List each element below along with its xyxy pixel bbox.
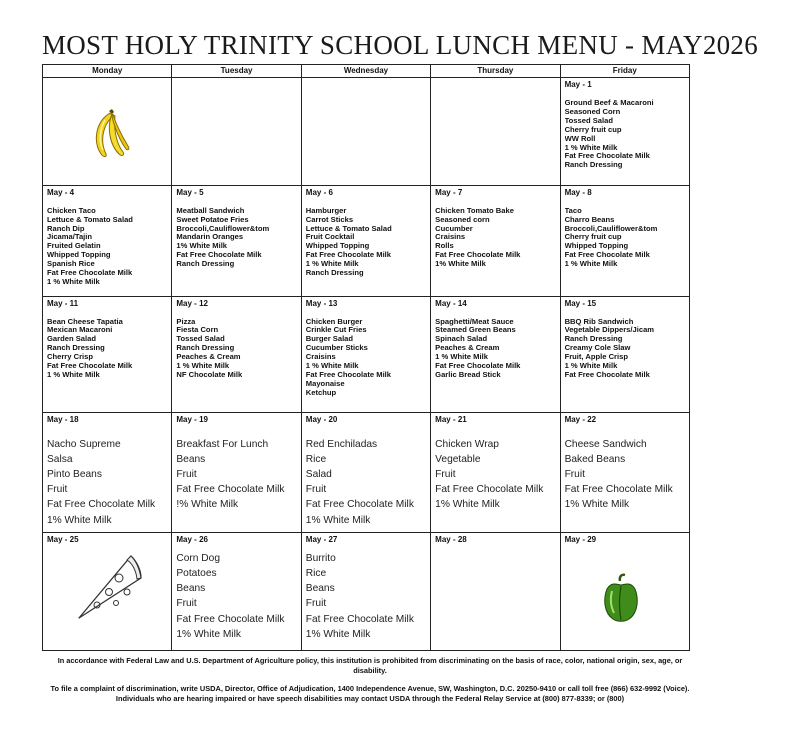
menu-date: May - 4: [47, 187, 75, 197]
week-row: [43, 296, 690, 412]
menu-item: Meatball Sandwich: [176, 206, 245, 215]
menu-item: Steamed Green Beans: [435, 326, 516, 335]
menu-item: Breakfast For Lunch: [176, 438, 269, 450]
menu-item: Cucumber Sticks: [305, 344, 368, 353]
menu-item: 1 % White Milk: [564, 260, 618, 269]
menu-item: Whipped Topping: [305, 242, 370, 251]
menu-item: Ranch Dressing: [564, 161, 623, 170]
day-cell-thursday: [431, 185, 560, 296]
menu-item: Seasoned Corn: [564, 107, 621, 116]
menu-item: BBQ Rib Sandwich: [564, 317, 634, 326]
day-cell-tuesday: [172, 412, 301, 532]
menu-item-list: [561, 90, 689, 170]
menu-item: 1 % White Milk: [564, 362, 618, 371]
menu-item: Cucumber: [435, 224, 473, 233]
menu-item: Tossed Salad: [176, 335, 225, 344]
day-cell-thursday: [431, 412, 560, 532]
pizza-slice-picture: [69, 548, 145, 629]
menu-item: 1% White Milk: [305, 514, 371, 526]
menu-item: Rolls: [435, 242, 454, 251]
menu-item-list: [561, 309, 689, 380]
menu-item-list: [431, 425, 559, 513]
menu-item: Fat Free Chocolate Milk: [564, 370, 650, 379]
menu-item-list: [302, 309, 430, 398]
menu-item: Carrot Sticks: [305, 215, 354, 224]
day-cell-wednesday: [301, 296, 430, 412]
menu-item: Fat Free Chocolate Milk: [564, 251, 650, 260]
menu-item: Fruit: [435, 468, 456, 480]
day-cell-thursday: [431, 532, 560, 650]
menu-item: 1% White Milk: [564, 499, 630, 511]
day-header-row: [43, 65, 690, 78]
menu-item: Beans: [305, 583, 335, 595]
menu-date: May - 19: [176, 414, 208, 424]
menu-item: Garlic Bread Stick: [435, 370, 501, 379]
day-header-thursday: Thursday: [431, 65, 560, 78]
menu-date: May - 11: [47, 298, 79, 308]
day-cell-monday: [43, 296, 172, 412]
banana-icon: [87, 108, 131, 160]
menu-item: Chicken Tomato Bake: [435, 206, 514, 215]
menu-item: Burrito: [305, 552, 336, 564]
menu-date: May - 18: [47, 414, 79, 424]
menu-item: Fat Free Chocolate Milk: [305, 251, 392, 260]
day-cell-wednesday: [301, 78, 430, 186]
day-cell-tuesday: [172, 78, 301, 186]
menu-item: WW Roll: [564, 134, 596, 143]
menu-item: Beans: [176, 583, 206, 595]
menu-item-list: [43, 425, 171, 528]
nondiscrimination-statement: In accordance with Federal Law and U.S. Department of Agriculture policy, this institution is prohibited from discriminating on the basis of race, color, national origin, sex, age, or disability.: [57, 656, 683, 675]
menu-item: Fat Free Chocolate Milk: [305, 370, 392, 379]
menu-item: Ground Beef & Macaroni: [564, 99, 654, 107]
menu-date: May - 28: [435, 534, 467, 544]
menu-date: May - 13: [305, 298, 338, 308]
menu-item: Fat Free Chocolate Milk: [435, 362, 521, 371]
menu-item: 1% White Milk: [176, 628, 241, 640]
day-cell-monday: [43, 412, 172, 532]
menu-date: May - 21: [435, 414, 467, 424]
menu-item: Whipped Topping: [564, 242, 629, 251]
menu-item: Cherry fruit cup: [564, 125, 622, 134]
menu-item: Vegetable: [435, 453, 481, 465]
menu-calendar-table: [42, 64, 690, 651]
menu-date: May - 29: [564, 534, 597, 544]
menu-item: 1% White Milk: [435, 499, 500, 511]
menu-item: Peaches & Cream: [176, 353, 241, 362]
menu-item: 1 % White Milk: [305, 362, 359, 371]
menu-item: Fat Free Chocolate Milk: [564, 484, 673, 496]
menu-item: Ranch Dressing: [305, 269, 364, 278]
menu-item-list: [43, 309, 171, 380]
day-cell-wednesday: [301, 412, 430, 532]
menu-item: Fruit: [305, 484, 327, 496]
menu-item: Rice: [305, 453, 327, 465]
menu-item: Fat Free Chocolate Milk: [176, 613, 285, 625]
menu-item: 1 % White Milk: [435, 353, 488, 362]
menu-item: Potatoes: [176, 568, 217, 580]
menu-item: Fat Free Chocolate Milk: [564, 152, 650, 161]
menu-date: May - 26: [176, 534, 208, 544]
menu-item: Fruit: [176, 598, 197, 610]
menu-item: 1% White Milk: [435, 260, 486, 269]
menu-item: 1% White Milk: [176, 242, 228, 251]
menu-item: Salsa: [47, 453, 73, 465]
menu-item-list: [172, 309, 300, 380]
menu-item: Tossed Salad: [564, 116, 613, 125]
menu-item: Mayonaise: [305, 379, 345, 388]
menu-item-list: [302, 425, 430, 528]
week-row: [43, 412, 690, 532]
menu-item: Fruit: [176, 468, 197, 480]
menu-item: Crinkle Cut Fries: [305, 326, 367, 335]
week-row: [43, 185, 690, 296]
day-cell-tuesday: [172, 296, 301, 412]
menu-item: Ketchup: [305, 388, 337, 397]
menu-item: Charro Beans: [564, 215, 615, 224]
menu-item: Bean Cheese Tapatia: [47, 317, 123, 326]
menu-item: Fat Free Chocolate Milk: [176, 484, 285, 496]
banana-picture: [87, 108, 131, 165]
menu-item-list: [302, 198, 430, 278]
menu-item: Fat Free Chocolate Milk: [47, 269, 133, 278]
menu-item: Nacho Supreme: [47, 438, 121, 450]
menu-date: May - 6: [305, 187, 333, 197]
menu-item: Hamburger: [305, 206, 347, 215]
menu-item: Fat Free Chocolate Milk: [435, 251, 521, 260]
menu-item: !% White Milk: [176, 499, 239, 511]
menu-date: May - 12: [176, 298, 208, 308]
day-cell-friday: [560, 532, 689, 650]
menu-item: Fruit: [47, 484, 68, 496]
menu-item: Jicama/Tajin: [47, 233, 93, 242]
menu-item: Lettuce & Tomato Salad: [305, 224, 392, 233]
menu-item: Fat Free Chocolate Milk: [47, 499, 156, 511]
menu-item: Ranch Dressing: [176, 344, 235, 353]
menu-date: May - 27: [305, 534, 338, 544]
menu-item: Ranch Dressing: [564, 335, 623, 344]
menu-item: Vegetable Dippers/Jicam: [564, 326, 655, 335]
menu-date: May - 8: [564, 187, 592, 197]
menu-item: Fruit, Apple Crisp: [564, 353, 628, 362]
day-header-wednesday: Wednesday: [301, 65, 430, 78]
menu-item: 1% White Milk: [305, 628, 371, 640]
menu-item-list: [302, 545, 430, 642]
menu-item: Craisins: [435, 233, 466, 242]
menu-date: May - 22: [564, 414, 597, 424]
menu-item: Chicken Taco: [47, 206, 96, 215]
day-cell-wednesday: [301, 532, 430, 650]
menu-date: May - 20: [305, 414, 338, 424]
menu-item: Spinach Salad: [435, 335, 488, 344]
menu-item: Fiesta Corn: [176, 326, 219, 335]
day-cell-friday: [560, 412, 689, 532]
menu-item: Ranch Dressing: [176, 260, 235, 269]
menu-item-list: [172, 545, 300, 642]
menu-item-list: [561, 425, 689, 513]
menu-item: Craisins: [305, 353, 336, 362]
menu-item: Creamy Cole Slaw: [564, 344, 631, 353]
menu-item: Baked Beans: [564, 453, 626, 465]
week-row: [43, 532, 690, 650]
menu-item-list: [172, 198, 300, 269]
menu-item: Cherry fruit cup: [564, 233, 622, 242]
menu-item: Lettuce & Tomato Salad: [47, 215, 133, 224]
day-cell-monday: [43, 532, 172, 650]
menu-item: Salad: [305, 468, 332, 480]
green-pepper-icon: [601, 573, 641, 623]
menu-date: May - 5: [176, 187, 204, 197]
day-cell-thursday: [431, 296, 560, 412]
menu-item: Fat Free Chocolate Milk: [435, 484, 544, 496]
menu-item: Pizza: [176, 317, 196, 326]
menu-item: Broccoli,Cauliflower&tom: [564, 224, 658, 233]
week-row: [43, 78, 690, 186]
menu-item: Cheese Sandwich: [564, 438, 647, 450]
menu-item: Fruit: [305, 598, 327, 610]
menu-item: Ranch Dip: [47, 224, 85, 233]
menu-date: May - 25: [47, 534, 79, 544]
day-header-tuesday: Tuesday: [172, 65, 301, 78]
day-cell-tuesday: [172, 185, 301, 296]
day-cell-tuesday: [172, 532, 301, 650]
menu-item: Fat Free Chocolate Milk: [47, 362, 133, 371]
pizza-slice-icon: [69, 548, 145, 624]
day-cell-monday: [43, 185, 172, 296]
menu-item: Fruit Cocktail: [305, 233, 355, 242]
day-cell-thursday: [431, 78, 560, 186]
menu-date: May - 7: [435, 187, 463, 197]
day-cell-friday: [560, 78, 689, 186]
menu-item: Pinto Beans: [47, 468, 102, 480]
green-pepper-picture: [601, 573, 641, 628]
menu-item: Spanish Rice: [47, 260, 95, 269]
menu-item: Ranch Dressing: [47, 344, 105, 353]
page-title: MOST HOLY TRINITY SCHOOL LUNCH MENU - MAY2026: [41, 30, 759, 60]
menu-item: Fat Free Chocolate Milk: [176, 251, 262, 260]
menu-item: Mexican Macaroni: [47, 326, 113, 335]
menu-item: 1 % White Milk: [564, 143, 618, 152]
menu-item-list: [172, 425, 300, 513]
day-cell-wednesday: [301, 185, 430, 296]
menu-item: Sweet Potatoe Fries: [176, 215, 249, 224]
menu-item: 1 % White Milk: [176, 362, 230, 371]
day-cell-monday: [43, 78, 172, 186]
menu-item: Fruit: [564, 468, 585, 480]
menu-item: NF Chocolate Milk: [176, 370, 243, 379]
day-header-friday: Friday: [560, 65, 689, 78]
menu-date: May - 1: [564, 80, 592, 89]
day-header-monday: Monday: [43, 65, 172, 78]
menu-item-list: [431, 309, 559, 380]
menu-item: 1 % White Milk: [47, 370, 100, 379]
menu-item: Fat Free Chocolate Milk: [305, 499, 414, 511]
menu-item: Fruited Gelatin: [47, 242, 101, 251]
menu-item: Chicken Burger: [305, 317, 363, 326]
menu-item: Red Enchiladas: [305, 438, 378, 450]
menu-item: Rice: [305, 568, 327, 580]
menu-item: Peaches & Cream: [435, 344, 500, 353]
menu-item: Chicken Wrap: [435, 438, 499, 450]
menu-item: Fat Free Chocolate Milk: [305, 613, 414, 625]
day-cell-friday: [560, 185, 689, 296]
menu-item: Garden Salad: [47, 335, 96, 344]
menu-item-list: [561, 198, 689, 269]
menu-item-list: [431, 198, 559, 269]
day-cell-friday: [560, 296, 689, 412]
menu-date: May - 14: [435, 298, 467, 308]
complaint-statement: To file a complaint of discrimination, write USDA, Director, Office of Adjudication, 1400 Independence Avenue, SW, Washington, D.C. 20250-9410 or call toll free (866) 632-9992 (Voice). Individuals who are hearing impaired or have speech disabilities may contact USDA through the Federal Relay Service at (800) 877-8339; or (800): [50, 684, 690, 703]
menu-item: 1 % White Milk: [47, 277, 100, 286]
menu-item: Taco: [564, 206, 582, 215]
menu-item: Spaghetti/Meat Sauce: [435, 317, 514, 326]
menu-item-list: [43, 198, 171, 287]
menu-item: 1 % White Milk: [305, 260, 359, 269]
menu-item: 1% White Milk: [47, 514, 112, 526]
menu-item: Broccoli,Cauliflower&tom: [176, 224, 270, 233]
menu-date: May - 15: [564, 298, 597, 308]
menu-item: Mandarin Oranges: [176, 233, 244, 242]
menu-item: Beans: [176, 453, 206, 465]
menu-item: Corn Dog: [176, 552, 220, 564]
menu-item: Cherry Crisp: [47, 353, 94, 362]
menu-item: Whipped Topping: [47, 251, 111, 260]
menu-item: Burger Salad: [305, 335, 354, 344]
menu-item: Seasoned corn: [435, 215, 490, 224]
